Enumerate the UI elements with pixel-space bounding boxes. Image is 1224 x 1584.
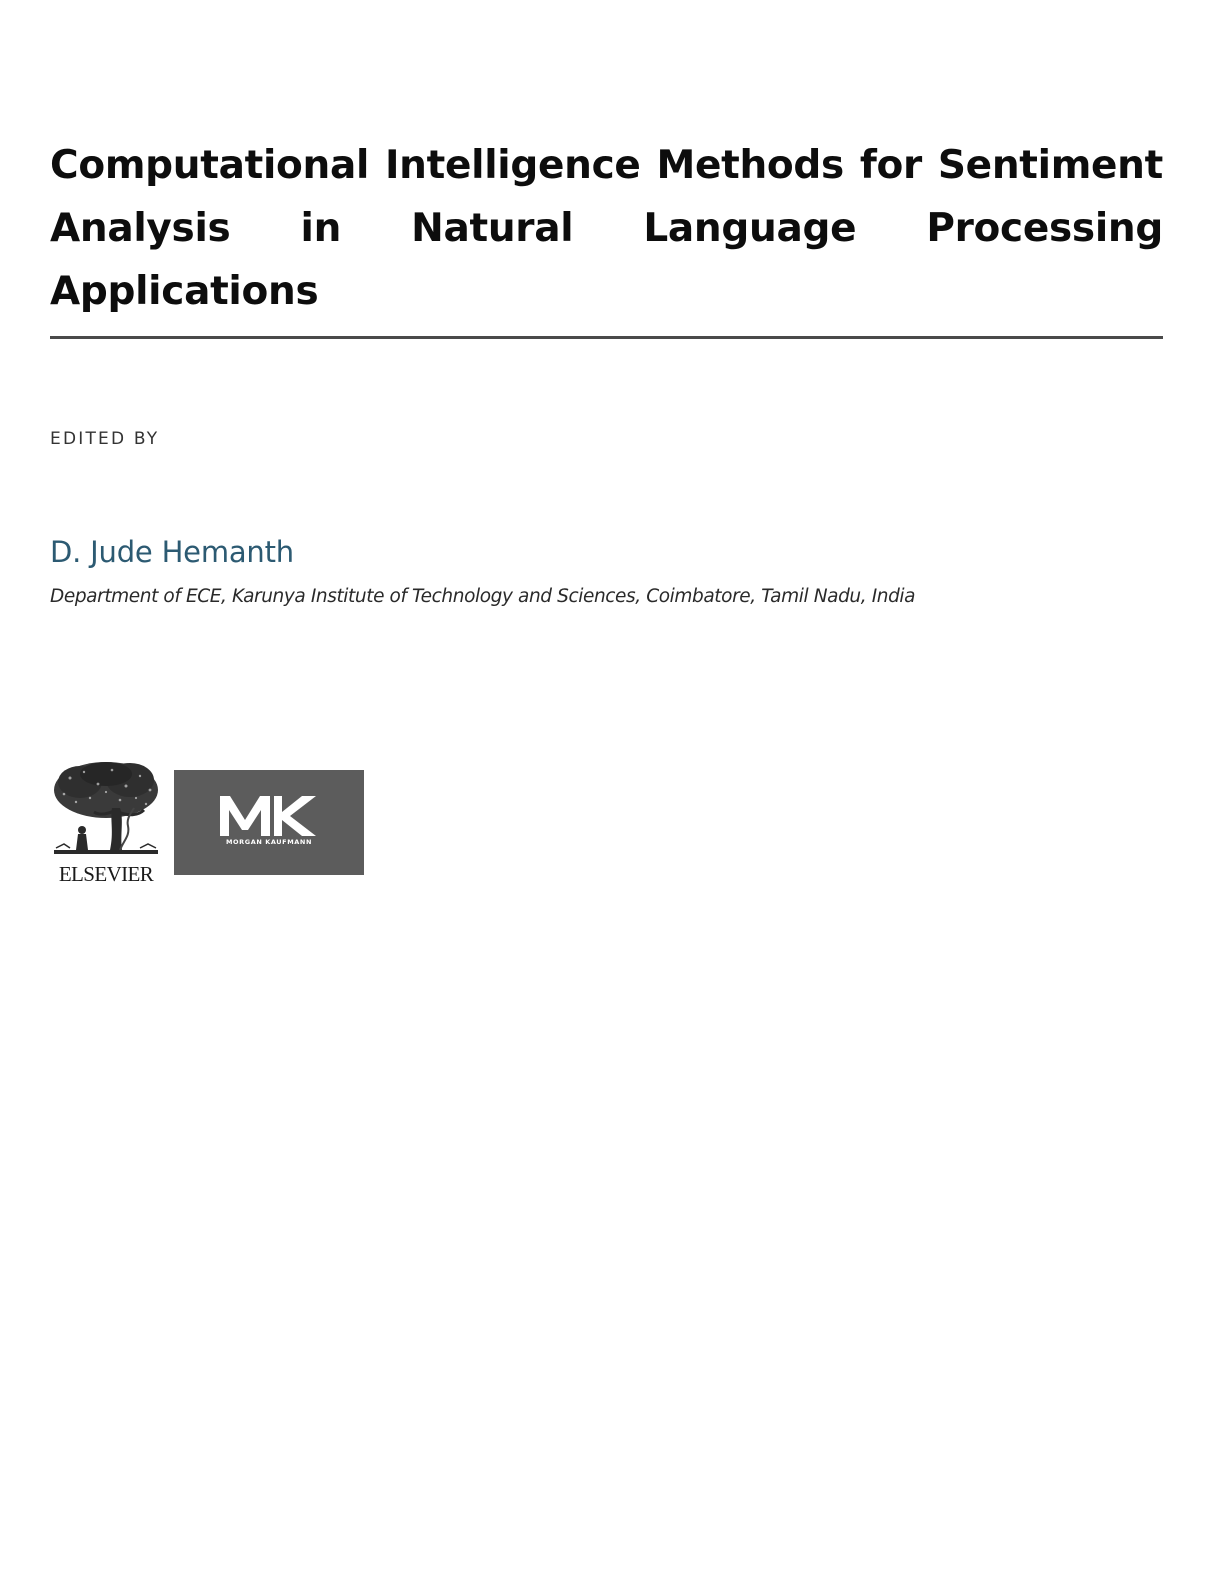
editor-name: D. Jude Hemanth	[50, 535, 294, 569]
editor-affiliation: Department of ECE, Karunya Institute of Technology and Sciences, Coimbatore, Tamil Nadu, India	[50, 586, 916, 607]
elsevier-wordmark: ELSEVIER	[58, 862, 154, 886]
mk-monogram-icon	[174, 770, 364, 875]
morgan-kaufmann-wordmark: MORGAN KAUFMANN	[225, 838, 313, 846]
book-title: Computational Intelligence Methods for Sentiment Analysis in Natural Language Processing Applications	[50, 143, 1163, 314]
elsevier-logo	[50, 760, 162, 886]
elsevier-tree-icon	[50, 760, 162, 860]
morgan-kaufmann-logo	[174, 770, 364, 875]
title-divider	[50, 336, 1163, 339]
edited-by-label: EDITED BY	[50, 429, 160, 449]
